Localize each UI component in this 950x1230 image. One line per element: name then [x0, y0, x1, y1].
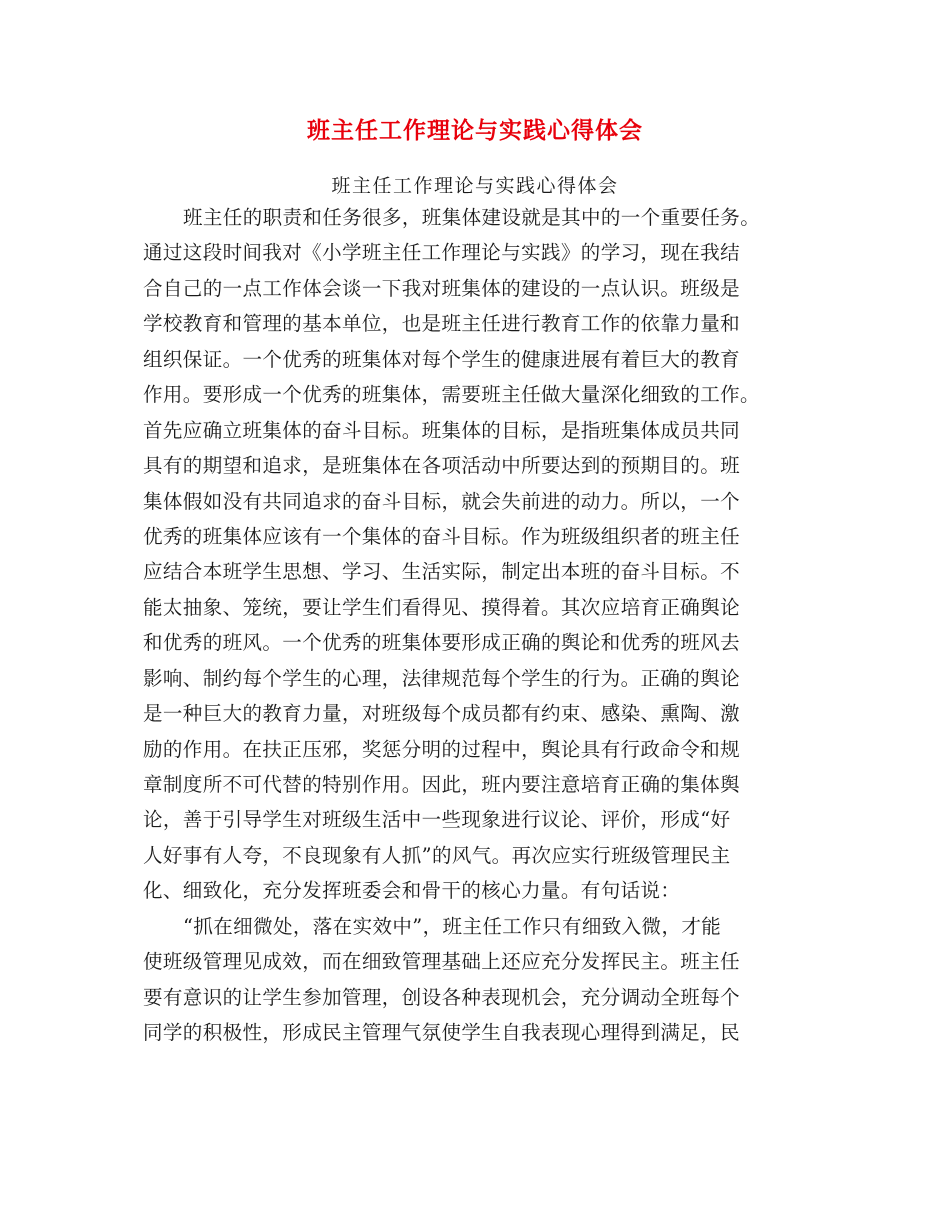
body-line: 首先应确立班集体的奋斗目标。班集体的目标，是指班集体成员共同: [143, 418, 741, 442]
body-line: 是一种巨大的教育力量，对班级每个成员都有约束、感染、熏陶、激: [143, 702, 741, 726]
body-line: 合自己的一点工作体会谈一下我对班集体的建设的一点认识。班级是: [143, 276, 741, 300]
document-subtitle: 班主任工作理论与实践心得体会: [331, 175, 619, 197]
body-line: “抓在细微处，落在实效中”，班主任工作只有细致入微，才能: [183, 914, 722, 938]
body-line: 人好事有人夸，不良现象有人抓”的风气。再次应实行班级管理民主: [143, 843, 731, 867]
document-body: [143, 200, 823, 1051]
body-line: 集体假如没有共同追求的奋斗目标，就会失前进的动力。所以，一个: [143, 489, 741, 513]
body-line: 要有意识的让学生参加管理，创设各种表现机会，充分调动全班每个: [143, 985, 741, 1009]
body-line: 能太抽象、笼统，要让学生们看得见、摸得着。其次应培育正确舆论: [143, 595, 741, 619]
body-line: 班主任的职责和任务很多，班集体建设就是其中的一个重要任务。: [183, 206, 761, 229]
body-line: 化、细致化，充分发挥班委会和骨干的核心力量。有句话说：: [143, 879, 681, 903]
body-line: 同学的积极性，形成民主管理气氛使学生自我表现心理得到满足，民: [143, 1021, 741, 1045]
body-line: 使班级管理见成效，而在细致管理基础上还应充分发挥民主。班主任: [143, 950, 741, 974]
body-line: 组织保证。一个优秀的班集体对每个学生的健康进展有着巨大的教育: [143, 347, 741, 371]
body-line: 论，善于引导学生对班级生活中一些现象进行议论、评价，形成“好: [143, 808, 731, 832]
document-title: 班主任工作理论与实践心得体会: [307, 117, 643, 144]
body-line: 具有的期望和追求，是班集体在各项活动中所要达到的预期目的。班: [143, 454, 741, 478]
body-line: 作用。要形成一个优秀的班集体，需要班主任做大量深化细致的工作。: [143, 383, 760, 407]
body-line: 应结合本班学生思想、学习、生活实际，制定出本班的奋斗目标。不: [143, 560, 741, 584]
body-line: 影响、制约每个学生的心理，法律规范每个学生的行为。正确的舆论: [143, 666, 741, 690]
body-line: 学校教育和管理的基本单位，也是班主任进行教育工作的依靠力量和: [143, 312, 741, 336]
body-line: 通过这段时间我对《小学班主任工作理论与实践》的学习，现在我结: [143, 241, 741, 265]
body-line: 优秀的班集体应该有一个集体的奋斗目标。作为班级组织者的班主任: [143, 524, 741, 548]
body-line: 和优秀的班风。一个优秀的班集体要形成正确的舆论和优秀的班风去: [143, 631, 741, 655]
body-line: 励的作用。在扶正压邪，奖惩分明的过程中，舆论具有行政命令和规: [143, 737, 741, 761]
body-line: 章制度所不可代替的特别作用。因此，班内要注意培育正确的集体舆: [143, 773, 741, 796]
